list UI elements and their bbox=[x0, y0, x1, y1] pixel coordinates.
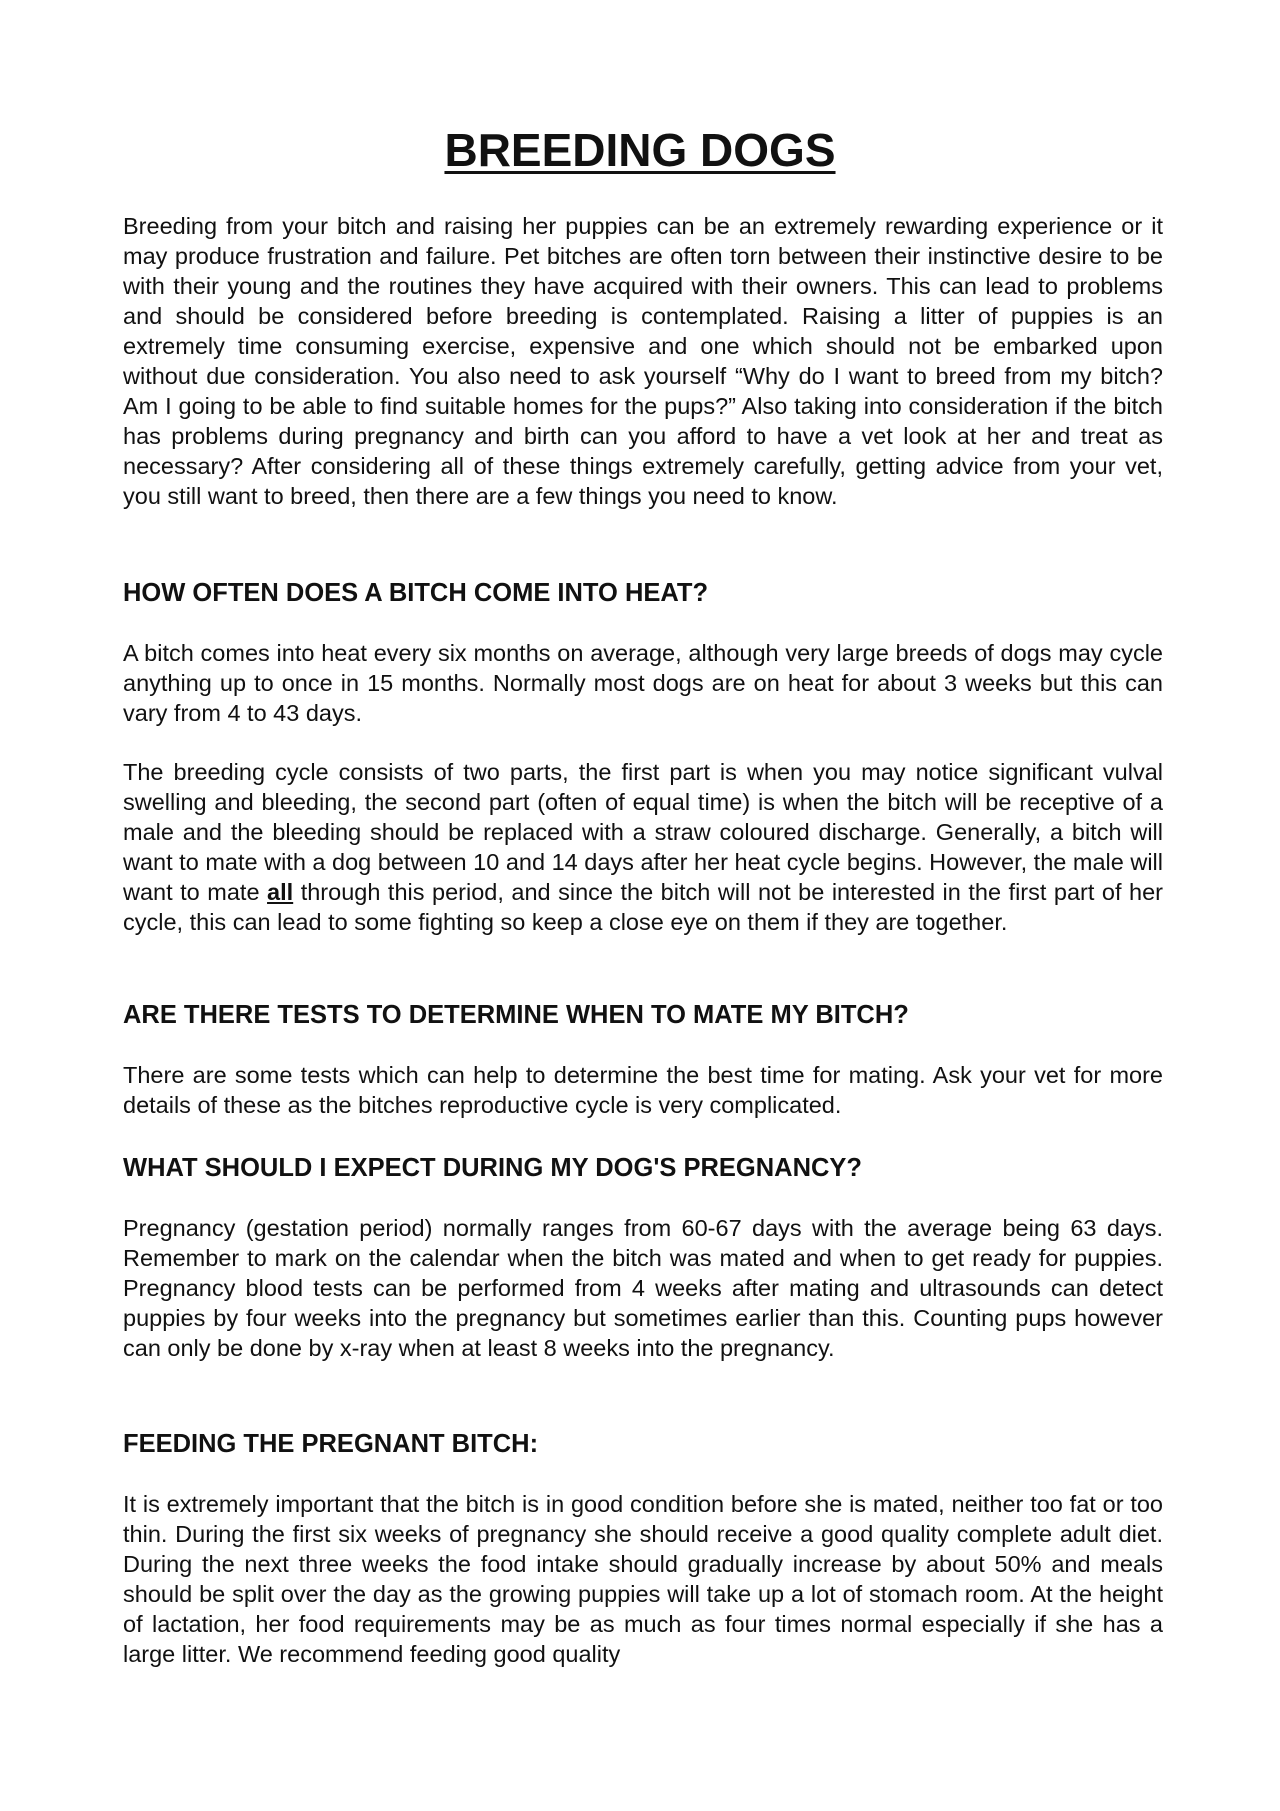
breeding-cycle-paragraph bbox=[123, 757, 1163, 937]
heading-pregnancy-expectations: WHAT SHOULD I EXPECT DURING MY DOG'S PREGNANCY? bbox=[123, 1154, 862, 1182]
heading-feeding-pregnant-bitch: FEEDING THE PREGNANT BITCH: bbox=[123, 1430, 539, 1458]
pregnancy-paragraph: Pregnancy (gestation period) normally ranges from 60-67 days with the average being 63 days. Remember to mark on the calendar when the bitch was mated and when to get ready for puppies. Pregnancy blood tests can be performed from 4 weeks after mating and ultrasounds can detect puppies by four weeks into the pregnancy but sometimes earlier than this. Counting pups however can only be done by x-ray when at least 8 weeks into the pregnancy. bbox=[123, 1215, 1163, 1361]
heading-heat-frequency: HOW OFTEN DOES A BITCH COME INTO HEAT? bbox=[123, 579, 709, 607]
emphasis-all: all bbox=[267, 879, 294, 905]
heading-mating-tests: ARE THERE TESTS TO DETERMINE WHEN TO MATE MY BITCH? bbox=[123, 1001, 909, 1029]
breeding-cycle-text-start: The breeding cycle consists of two parts, the first part is when you may notice significant vulval swelling and bleeding, the second part (often of equal time) is when the bitch will be receptive of a male and the bleeding should be replaced with a straw coloured discharge. Generally, a bitch will want to mate with a dog between 10 and 14 days after her heat cycle begins. However, the male will want to mate bbox=[123, 759, 1163, 905]
heat-frequency-paragraph: A bitch comes into heat every six months on average, although very large breeds of dogs may cycle anything up to once in 15 months. Normally most dogs are on heat for about 3 weeks but this can vary from 4 to 43 days. bbox=[123, 640, 1163, 726]
document-title: BREEDING DOGS bbox=[444, 124, 836, 176]
intro-paragraph: Breeding from your bitch and raising her puppies can be an extremely rewarding experience or it may produce frustration and failure. Pet bitches are often torn between their instinctive desire to be with their young and the routines they have acquired with their owners. This can lead to problems and should be considered before breeding is contemplated. Raising a litter of puppies is an extremely time consuming exercise, expensive and one which should not be embarked upon without due consideration. You also need to ask yourself “Why do I want to breed from my bitch? Am I going to be able to find suitable homes for the pups?” Also taking into consideration if the bitch has problems during pregnancy and birth can you afford to have a vet look at her and treat as necessary? After considering all of these things extremely carefully, getting advice from your vet, you still want to breed, then there are a few things you need to know. bbox=[123, 213, 1163, 509]
mating-tests-paragraph: There are some tests which can help to determine the best time for mating. Ask your vet for more details of these as the bitches reproductive cycle is very complicated. bbox=[123, 1062, 1163, 1118]
feeding-paragraph: It is extremely important that the bitch is in good condition before she is mated, neither too fat or too thin. During the first six weeks of pregnancy she should receive a good quality complete adult diet. During the next three weeks the food intake should gradually increase by about 50% and meals should be split over the day as the growing puppies will take up a lot of stomach room. At the height of lactation, her food requirements may be as much as four times normal especially if she has a large litter. We recommend feeding good quality bbox=[123, 1491, 1163, 1667]
breeding-cycle-text-end: through this period, and since the bitch will not be interested in the first part of her cycle, this can lead to some fighting so keep a close eye on them if they are together. bbox=[123, 879, 1163, 935]
